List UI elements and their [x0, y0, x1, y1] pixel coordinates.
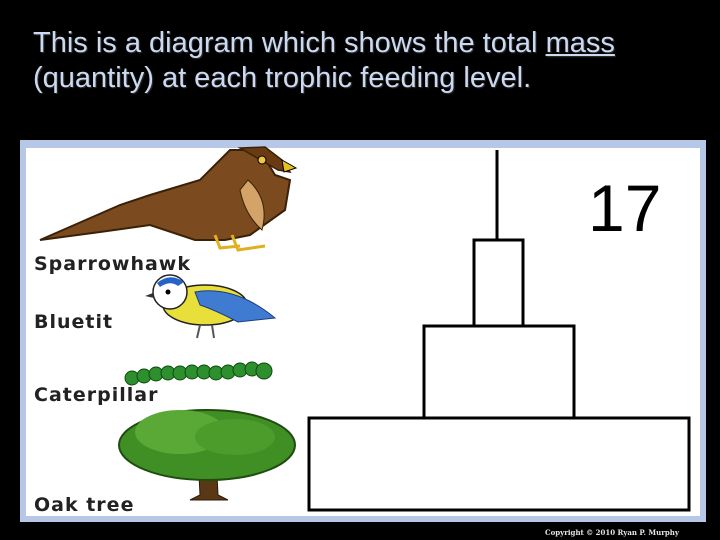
- bluetit-icon: [145, 275, 275, 338]
- slide-number: 17: [588, 171, 662, 245]
- pyramid-level-bluetit: [424, 326, 574, 418]
- copyright-notice: Copyright © 2010 Ryan P. Murphy: [545, 528, 679, 537]
- label-bluetit: Bluetit: [34, 311, 114, 333]
- title-underlined-word: mass: [545, 27, 615, 59]
- oak-tree-icon: [119, 410, 295, 500]
- label-sparrowhawk: Sparrowhawk: [34, 253, 191, 275]
- sparrowhawk-icon: [40, 147, 296, 250]
- label-caterpillar: Caterpillar: [34, 384, 159, 406]
- title-text-start: This is a diagram which shows the total: [33, 27, 546, 59]
- pyramid-level-sparrowhawk: [474, 240, 523, 326]
- label-oak-tree: Oak tree: [34, 494, 135, 516]
- pyramid-level-caterpillar-oak: [309, 418, 689, 510]
- caterpillar-icon: [125, 362, 272, 385]
- title-text-end: (quantity) at each trophic feeding level.: [33, 62, 532, 94]
